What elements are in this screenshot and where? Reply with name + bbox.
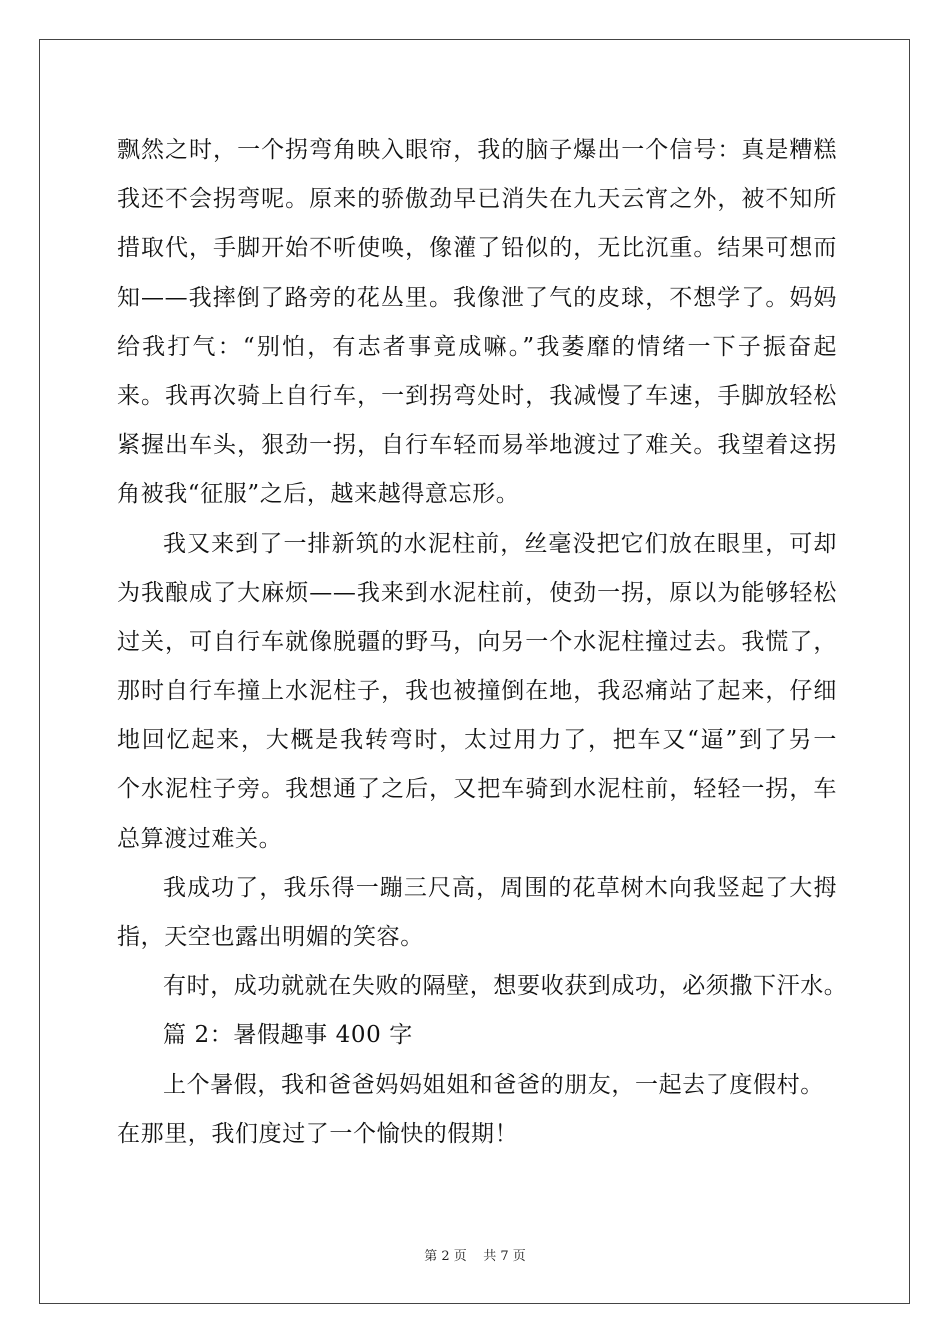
section-heading: 篇 2：暑假趣事 400 字 bbox=[163, 1022, 413, 1049]
page-number: 第 2 页 共 7 页 bbox=[424, 1249, 526, 1264]
text-line: 在那里，我们度过了一个愉快的假期！ bbox=[117, 1120, 519, 1147]
text-line: 那时自行车撞上水泥柱子，我也被撞倒在地，我忍痛站了起来，仔细 bbox=[117, 678, 837, 705]
document-body bbox=[117, 126, 848, 1159]
text-line: 为我酿成了大麻烦——我来到水泥柱前，使劲一拐，原以为能够轻松 bbox=[117, 579, 837, 606]
paragraph-first-line: 有时，成功就就在失败的隔壁，想要收获到成功，必须撒下汗水。 bbox=[163, 973, 848, 1000]
text-line: 总算渡过难关。 bbox=[117, 825, 283, 852]
text-line: 来。我再次骑上自行车，一到拐弯处时，我减慢了车速，手脚放轻松 bbox=[117, 382, 837, 409]
text-line: 措取代，手脚开始不听使唤，像灌了铅似的，无比沉重。结果可想而 bbox=[117, 235, 837, 262]
text-line: 给我打气：“别怕，有志者事竟成嘛。”我萎靡的情绪一下子振奋起 bbox=[117, 333, 837, 360]
text-line: 知——我摔倒了路旁的花丛里。我像泄了气的皮球，不想学了。妈妈 bbox=[117, 284, 837, 311]
text-line: 过关，可自行车就像脱疆的野马，向另一个水泥柱撞过去。我慌了， bbox=[117, 628, 837, 655]
text-line: 角被我“征服”之后，越来越得意忘形。 bbox=[117, 481, 520, 508]
paragraph-first-line: 我成功了，我乐得一蹦三尺高，周围的花草树木向我竖起了大拇 bbox=[163, 874, 837, 901]
paragraph-first-line: 我又来到了一排新筑的水泥柱前，丝毫没把它们放在眼里，可却 bbox=[163, 530, 837, 557]
text-line: 地回忆起来，大概是我转弯时，太过用力了，把车又“逼”到了另一 bbox=[117, 727, 837, 754]
text-line: 紧握出车头，狠劲一拐，自行车轻而易举地渡过了难关。我望着这拐 bbox=[117, 432, 837, 459]
text-line: 个水泥柱子旁。我想通了之后，又把车骑到水泥柱前，轻轻一拐，车 bbox=[117, 776, 837, 803]
text-line: 我还不会拐弯呢。原来的骄傲劲早已消失在九天云宵之外，被不知所 bbox=[117, 186, 837, 213]
paragraph-first-line: 上个暑假，我和爸爸妈妈姐姐和爸爸的朋友，一起去了度假村。 bbox=[163, 1071, 824, 1098]
text-line: 飘然之时，一个拐弯角映入眼帘，我的脑子爆出一个信号：真是糟糕 bbox=[117, 137, 837, 163]
text-line: 指，天空也露出明媚的笑容。 bbox=[117, 924, 424, 950]
